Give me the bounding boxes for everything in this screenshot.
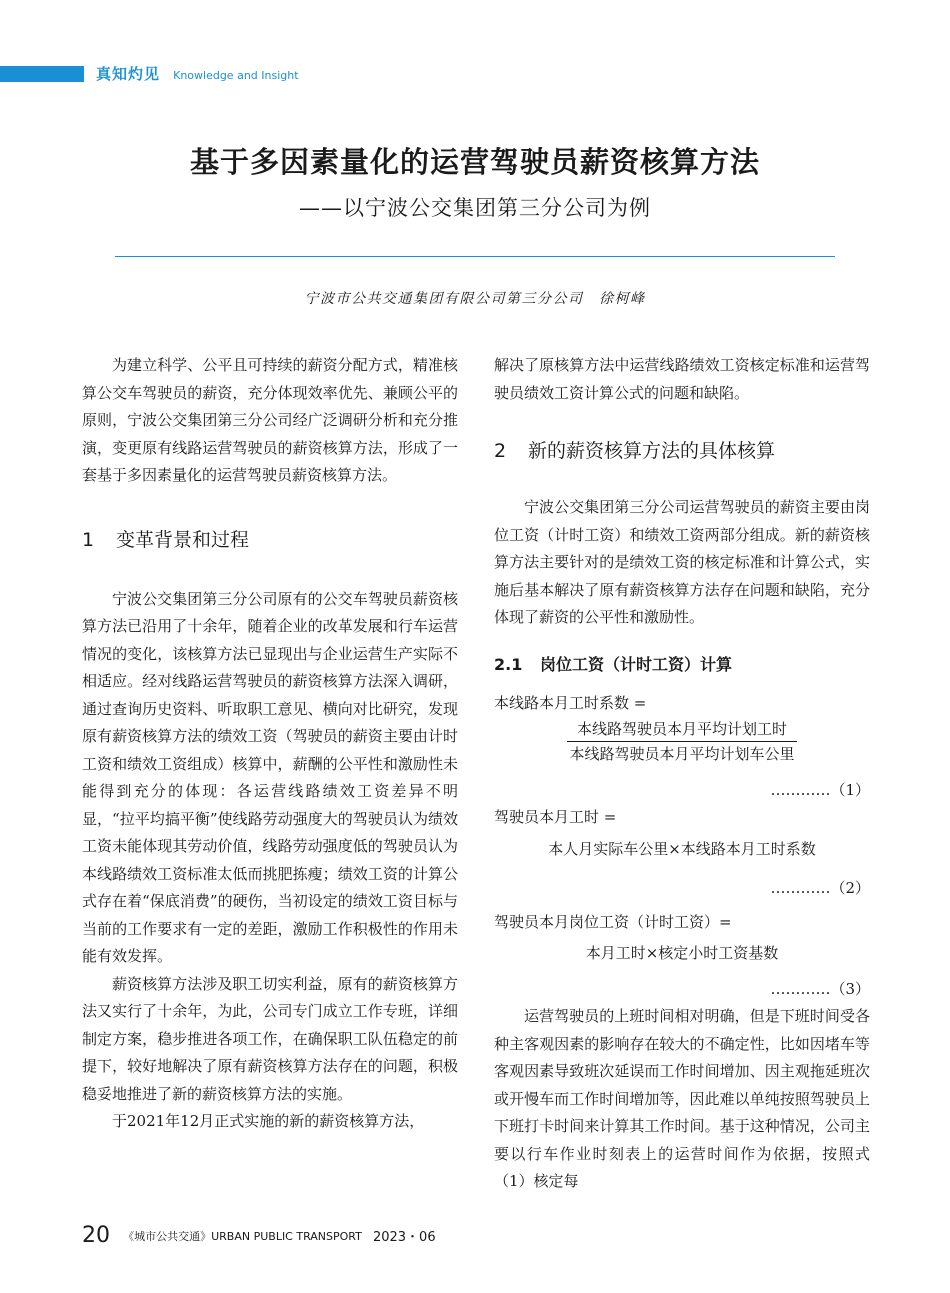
right-column [494,352,870,1196]
section-header [96,63,299,84]
section-1-heading [82,527,458,553]
title-divider [115,256,835,257]
header-accent-bar [0,66,84,82]
journal-issue: 2023・06 [372,1230,436,1245]
formula-2-number: …………（2） [770,879,870,897]
page-footer [82,1223,436,1248]
article-title: 基于多因素量化的运营驾驶员薪资核算方法 [189,145,760,179]
section-2-1-title: 岗位工资（计时工资）计算 [540,654,733,674]
formula-2-lhs: 驾驶员本月工时 = [494,808,617,826]
body-paragraph: 运营驾驶员的上班时间相对明确，但是下班时间受各种主客观因素的影响存在较大的不确定性，比如因堵车等客观因素导致班次延误而工作时间增加、因主观拖延班次或开慢车而工作时间增加等，因此难以单纯按照驾驶员上下班打卡时间来计算其工作时间。基于这种情况，公司主要以行车作业时刻表上的运营时间作为依据，按照式（1）核定每 [494,1007,870,1190]
formula-1-lhs: 本线路本月工时系数 = [494,693,647,712]
left-column [82,352,458,1136]
article-subtitle: ——以宁波公交集团第三分公司为例 [299,196,651,220]
section-name-en: Knowledge and Insight [173,69,299,82]
formula-1-denominator: 本线路驾驶员本月平均计划车公里 [567,741,796,766]
formula-3-rhs: 本月工时×核定小时工资基数 [585,944,779,962]
section-2-number: 2 [494,440,507,462]
section-1-title: 变革背景和过程 [116,528,250,551]
body-paragraph: 薪资核算方法涉及职工切实利益，原有的薪资核算方法又实行了十余年，为此，公司专门成立工作专班，详细制定方案，稳步推进各项工作，在确保职工队伍稳定的前提下，较好地解决了原有薪资核算方法存在的问题，积极稳妥地推进了新的薪资核算方法的实施。 [82,974,458,1103]
section-2-1-number: 2.1 [494,654,523,674]
formula-1-fraction [494,717,870,769]
body-paragraph: 解决了原核算方法中运营线路绩效工资核定标准和运营驾驶员绩效工资计算公式的问题和缺陷。 [494,356,870,402]
formula-3-number: …………（3） [770,979,870,998]
author-affiliation: 宁波市公共交通集团有限公司第三分公司 徐柯峰 [304,291,646,307]
page-number: 20 [82,1223,110,1248]
section-name-zh: 真知灼见 [96,65,161,83]
intro-paragraph: 为建立科学、公平且可持续的薪资分配方式，精准核算公交车驾驶员的薪资，充分体现效率优先、兼顾公平的原则，宁波公交集团第三分公司经广泛调研分析和充分推演，变更原有线路运营驾驶员的薪资核算方法，形成了一套基于多因素量化的运营驾驶员薪资核算方法。 [82,356,458,484]
body-paragraph: 于2021年12月正式实施的新的薪资核算方法， [112,1112,425,1130]
section-2-title: 新的薪资核算方法的具体核算 [528,440,776,462]
formula-3-lhs: 驾驶员本月岗位工资（计时工资）= [494,912,732,931]
formula-2-rhs: 本人月实际车公里×本线路本月工时系数 [548,839,816,858]
section-1-number: 1 [82,528,95,551]
formula-1-number: …………（1） [770,780,870,799]
section-2-1-heading [494,652,870,678]
section-2-heading [494,438,870,464]
formula-1-numerator: 本线路驾驶员本月平均计划工时 [576,720,787,738]
body-paragraph: 宁波公交集团第三分公司运营驾驶员的薪资主要由岗位工资（计时工资）和绩效工资两部分组成。新的薪资核算方法主要针对的是绩效工资的核定标准和计算公式，实施后基本解决了原有薪资核算方法存在问题和缺陷，充分体现了薪资的公平性和激励性。 [494,498,870,626]
body-paragraph: 宁波公交集团第三分公司原有的公交车驾驶员薪资核算方法已沿用了十余年，随着企业的改革发展和行车运营情况的变化，该核算方法已显现出与企业运营生产实际不相适应。经对线路运营驾驶员的薪资核算方法深入调研，通过查询历史资料、听取职工意见、横向对比研究，发现原有薪资核算方法的绩效工资（驾驶员的薪资主要由计时工资和绩效工资组成）核算中，薪酬的公平性和激励性未能得到充分的体现：各运营线路绩效工资差异不明显，“拉平均搞平衡”使线路劳动强度大的驾驶员认为绩效工资未能体现其劳动价值，线路劳动强度低的驾驶员认为本线路绩效工资标准太低而挑肥拣瘦；绩效工资的计算公式存在着“保底消费”的硬伤，当初设定的绩效工资目标与当前的工作要求有一定的差距，激励工作积极性的作用未能有效发挥。 [82,589,458,965]
journal-name: 《城市公共交通》URBAN PUBLIC TRANSPORT [123,1229,362,1243]
